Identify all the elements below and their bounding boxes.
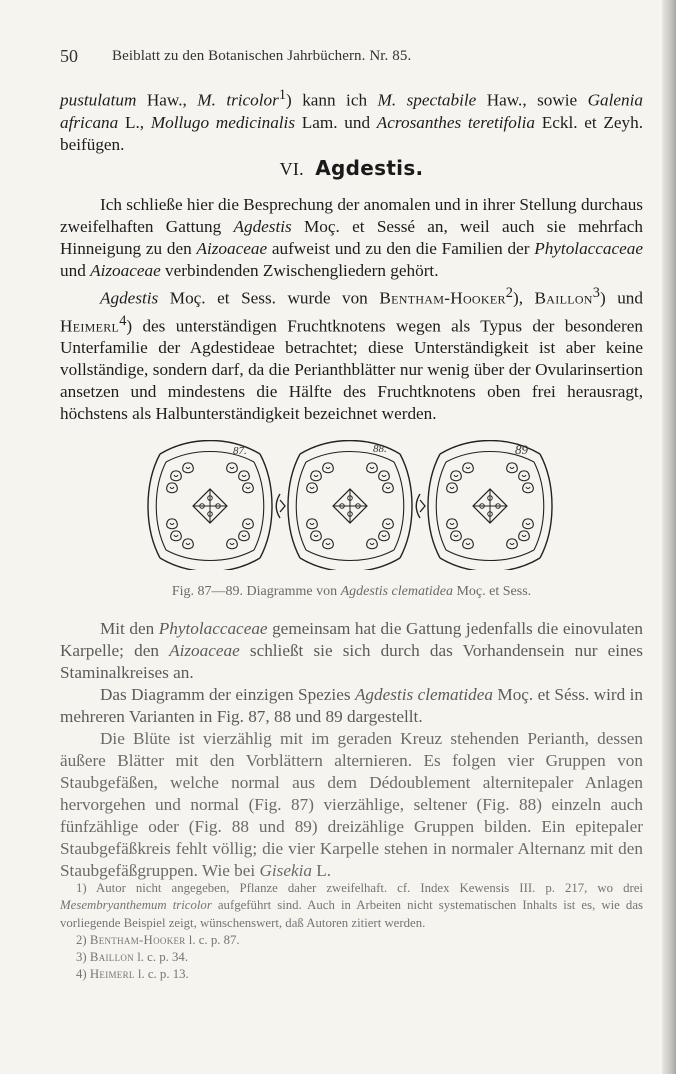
taxon-name: Agdestis [233,217,292,236]
text-run: Moç. et Séss. wird in mehreren Varianten in Fig. 87, 88 und 89 dargestellt. [60,685,643,726]
taxon-name: Phytolaccaceae [534,239,643,258]
body-text-upper [60,194,643,425]
footnote-2 [60,932,643,949]
text-run: Haw., [136,90,198,110]
text-run: Eckl. et Zeyh. beifügen. [60,112,644,154]
figure-caption [60,584,643,600]
text-run: gemeinsam hat die Gattung jedenfalls die einovulaten Karpelle; den [60,619,643,660]
taxon-name: Mollugo medicinalis [150,112,296,132]
text-run: Das Diagramm der einzigen Spezies [100,685,355,704]
author-name: Heimerl [60,316,120,336]
footnote-ref: 4 [119,312,127,329]
author-name: Bentham-Hooker [89,932,186,947]
page-header [60,46,640,68]
figure-label-89: 89 [515,442,528,457]
text-run: l. c. p. 13. [134,967,189,982]
text-run: ) und [599,288,643,308]
author-name: Baillon [534,288,593,308]
text-run: Fig. 87—89. Diagramme von [171,584,341,599]
running-title: Beiblatt zu den Botanischen Jahrbüchern. Nr. 85. [112,48,412,64]
footnote-ref: 2 [505,285,513,301]
text-run: Ich schließe hier die Besprechung der anomalen und in ihrer Stellung durchaus zweifelhaften Gattung [60,195,643,236]
text-run: Haw., sowie [476,90,588,110]
text-run: aufgeführt sind. Auch in Arbeiten nicht systematischen Inhalts ist es, wie das vorliegende Beispiel zeigt, wünschenswert, daß Autoren zitiert werden. [60,898,643,930]
taxon-name: Aizoaceae [196,239,268,258]
footnote-ref: 3 [592,285,600,301]
floral-diagrams-figure [145,440,555,570]
text-run: ), [512,288,535,308]
footnote-ref: 1 [278,87,287,103]
text-run: ) kann ich [286,90,378,110]
footnote-4 [60,966,643,983]
text-run: Moç. et Sess. wurde von [158,288,380,308]
text-run: L., [118,112,151,132]
text-run: Moç. et Sess. [452,584,532,599]
intro-paragraph [60,84,643,156]
author-name: Baillon [89,950,134,965]
text-run: 1) Autor nicht angegeben, Pflanze daher zweifelhaft. cf. Index Kewensis III. p. 217, wo drei [76,881,643,895]
text-run: Mit den [100,619,159,638]
text-run: ) des unterständigen Fruchtknotens wegen als Typus der besonderen Unterfamilie der Agdestideae betrachtet; diese Unterständigkeit ist aber keine vollständige, sondern darf, da die Perianthblätter nur wenig über der Ovularinsertion ansetzen und mindestens die Hälfte des Fruchtknotens oben frei herausragt, höchstens als Halbunterständigkeit bezeichnet werden. [60,316,643,424]
paragraph-3 [60,618,643,684]
taxon-name: Agdestis clematidea [354,685,493,704]
paragraph-1 [60,194,643,282]
section-title: Agdestis. [315,156,424,180]
taxon-name: Agdestis [100,288,159,308]
text-run: 4) [76,967,90,982]
text-run: 2) [76,932,90,947]
text-run: L. [311,861,332,880]
text-run: Die Blüte ist vierzählig mit im geraden Kreuz stehenden Perianth, dessen äußere Blätter mit den Vorblättern alternieren. Es folgen vier Gruppen von Staubgefäßen, welche normal aus dem Dédoublement alternitepaler Anlagen hervorgehen und normal (Fig. 87) vierzählige, seltener (Fig. 88) einzeln auch fünfzählige oder (Fig. 88 und 89) dreizählige Gruppen bilden. Ein epitepaler Staubgefäßkreis fehlt völlig; die vier Karpelle stehen in normaler Alternanz mit den Staubgefäßgruppen. Wie bei [60,729,643,880]
taxon-name: Phytolaccaceae [158,619,268,638]
figure-label-87: 87. [233,445,247,457]
page-number: 50 [60,46,78,66]
text-run: aufweist und zu den die Familien der [267,239,535,258]
text-run: 3) [76,950,90,965]
text-run: schließt sie sich durch das Vorhandensein nur eines Staminalkreises an. [60,641,643,682]
footnote-1 [60,880,643,932]
footnotes [60,880,643,984]
body-text-lower [60,618,643,882]
paragraph-5 [60,728,643,882]
text-run: verbindenden Zwischengliedern gehört. [160,261,439,280]
text-run: Lam. und [295,112,377,132]
paragraph-2 [60,282,643,425]
paragraph-4 [60,684,643,728]
section-heading [60,156,643,180]
figure-label-88: 88. [373,443,387,455]
author-name: Bentham-Hooker [379,288,506,308]
taxon-name: Agdestis clematidea [340,584,453,599]
footnote-3 [60,949,643,966]
taxon-name: Galenia africana [60,90,644,132]
taxon-name: Acrosanthes teretifolia [376,112,536,132]
section-numeral: VI. [279,159,304,179]
text-run: Moç. et Sessé an, weil auch sie mehrfach Hinneigung zu den [60,217,644,258]
author-name: Heimerl [89,967,135,982]
taxon-name: Aizoaceae [90,261,161,280]
taxon-name: M. tricolor [197,90,279,110]
text-run: l. c. p. 34. [134,950,189,965]
taxon-name: Mesembryanthemum tricolor [60,898,212,913]
taxon-name: M. spectabile [377,90,477,110]
text-run: und [60,261,91,280]
taxon-name: Aizoaceae [169,641,240,660]
text-run: l. c. p. 87. [185,932,240,947]
taxon-name: pustulatum [60,90,137,110]
page-edge [662,0,676,1074]
taxon-name: Gisekia [259,861,312,880]
